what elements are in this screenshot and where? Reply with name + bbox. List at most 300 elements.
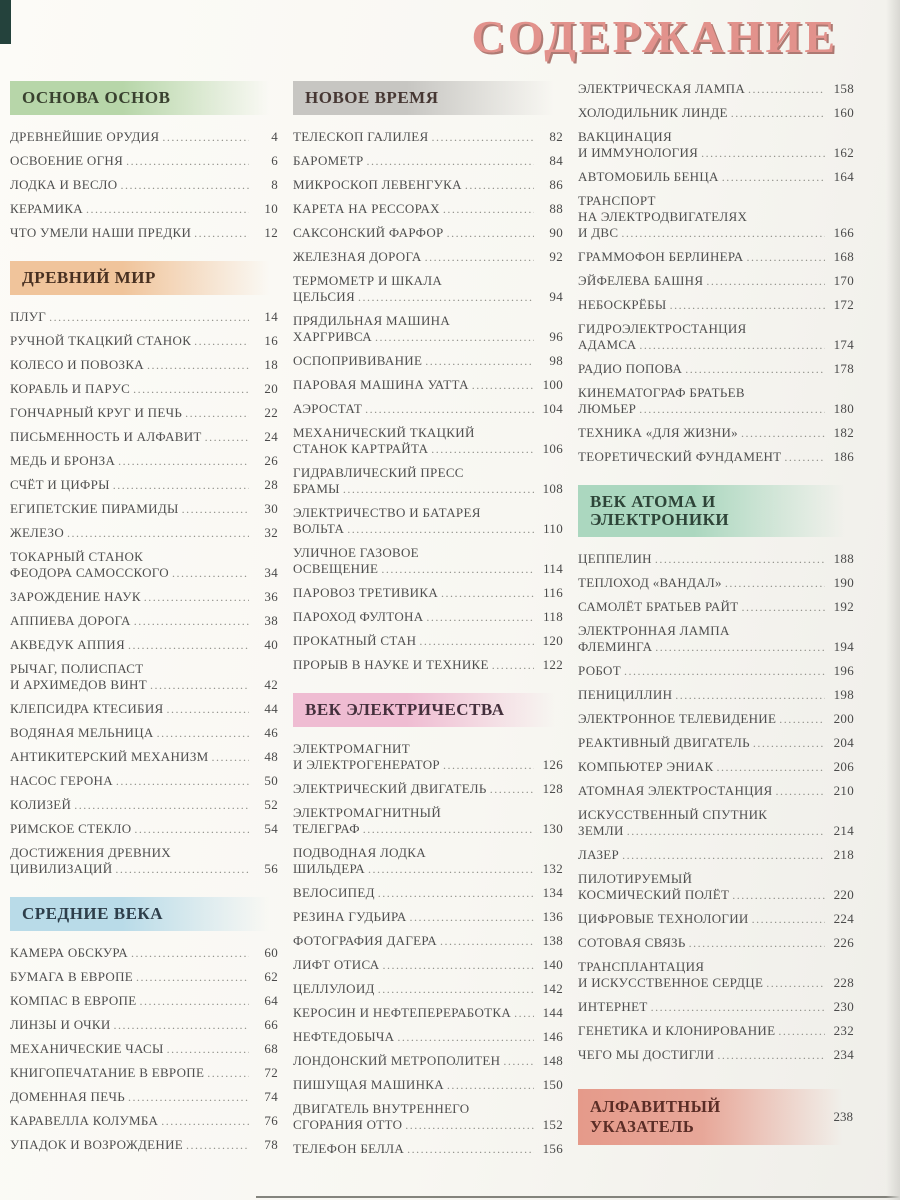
leader-dots xyxy=(363,821,534,837)
toc-entry xyxy=(10,749,278,765)
toc-entry xyxy=(10,177,278,193)
entry-title: ЛАЗЕР xyxy=(578,847,620,862)
page-number: 234 xyxy=(833,1047,854,1062)
entry-last-line xyxy=(578,81,854,97)
leader-dots xyxy=(186,1137,249,1153)
leader-dots xyxy=(375,329,534,345)
leader-dots xyxy=(472,377,534,393)
entry-last-line xyxy=(10,821,278,837)
entry-title: УПАДОК И ВОЗРОЖДЕНИЕ xyxy=(10,1137,183,1152)
entry-last-line xyxy=(578,663,854,679)
entry-title-line: ДОСТИЖЕНИЯ ДРЕВНИХ xyxy=(10,845,171,860)
toc-entry xyxy=(578,297,854,313)
toc-entry xyxy=(10,309,278,325)
entry-title: ЖЕЛЕЗНАЯ ДОРОГА xyxy=(293,249,422,264)
page-number: 64 xyxy=(264,993,278,1008)
entry-title: ЭЙФЕЛЕВА БАШНЯ xyxy=(578,273,704,288)
entry-title: ВОЛЬТА xyxy=(293,521,345,536)
leader-dots xyxy=(639,401,825,417)
toc-entry xyxy=(578,449,854,465)
toc-entry xyxy=(578,425,854,441)
entry-title: ВЕЛОСИПЕД xyxy=(293,885,375,900)
page-number: 162 xyxy=(833,145,854,160)
leader-dots xyxy=(725,575,825,591)
leader-dots xyxy=(67,525,249,541)
entry-last-line xyxy=(578,1047,854,1063)
page-number: 38 xyxy=(264,613,278,628)
entry-last-line xyxy=(293,585,563,601)
entry-title-line: УЛИЧНОЕ ГАЗОВОЕ xyxy=(293,545,419,560)
toc-entry xyxy=(10,453,278,469)
entry-last-line xyxy=(578,783,854,799)
leader-dots xyxy=(447,1077,534,1093)
entry-last-line xyxy=(578,599,854,615)
entry-last-line xyxy=(578,911,854,927)
entry-title: АТОМНАЯ ЭЛЕКТРОСТАНЦИЯ xyxy=(578,783,773,798)
entry-last-line xyxy=(293,1029,563,1045)
entry-last-line xyxy=(578,425,854,441)
entry-title: КАРАВЕЛЛА КОЛУМБА xyxy=(10,1113,159,1128)
leader-dots xyxy=(381,561,534,577)
entry-last-line xyxy=(10,201,278,217)
entry-title: ОСВЕЩЕНИЕ xyxy=(293,561,379,576)
entry-title: БРАМЫ xyxy=(293,481,340,496)
entry-last-line xyxy=(10,725,278,741)
entry-title: ЛЮМЬЕР xyxy=(578,401,637,416)
entry-title-line: ИСКУССТВЕННЫЙ СПУТНИК xyxy=(578,807,768,822)
page-number: 90 xyxy=(549,225,563,240)
entry-title: БУМАГА В ЕВРОПЕ xyxy=(10,969,134,984)
toc-entry xyxy=(293,201,563,217)
page-number: 206 xyxy=(833,759,854,774)
entry-title-line: ГИДРОЭЛЕКТРОСТАНЦИЯ xyxy=(578,321,747,336)
leader-dots xyxy=(701,145,825,161)
entry-title: АППИЕВА ДОРОГА xyxy=(10,613,131,628)
page-number: 84 xyxy=(549,153,563,168)
toc-entry xyxy=(578,575,854,591)
leader-dots xyxy=(425,249,534,265)
leader-dots xyxy=(731,105,825,121)
page-number: 30 xyxy=(264,501,278,516)
page-number: 148 xyxy=(542,1053,563,1068)
leader-dots xyxy=(136,969,249,985)
leader-dots xyxy=(343,481,534,497)
page-number: 174 xyxy=(833,337,854,352)
page-number: 110 xyxy=(543,521,563,536)
entry-title: ЦЕЛЛУЛОИД xyxy=(293,981,375,996)
entry-last-line xyxy=(293,129,563,145)
entry-title: КАРЕТА НА РЕССОРАХ xyxy=(293,201,440,216)
entry-last-line xyxy=(293,177,563,193)
entry-last-line xyxy=(10,177,278,193)
entry-title: АНТИКИТЕРСКИЙ МЕХАНИЗМ xyxy=(10,749,209,764)
toc-entry xyxy=(293,225,563,241)
toc-entry xyxy=(578,169,854,185)
page-number: 134 xyxy=(542,885,563,900)
page-number: 164 xyxy=(833,169,854,184)
entry-title: КОЛИЗЕЙ xyxy=(10,797,72,812)
page-number: 130 xyxy=(542,821,563,836)
page-number: 96 xyxy=(549,329,563,344)
page-number: 14 xyxy=(264,309,278,324)
entry-last-line xyxy=(293,861,563,877)
leader-dots xyxy=(128,637,249,653)
page-number: 66 xyxy=(264,1017,278,1032)
page-number: 26 xyxy=(264,453,278,468)
page-number: 100 xyxy=(542,377,563,392)
entry-last-line xyxy=(578,847,854,863)
leader-dots xyxy=(722,169,825,185)
entry-last-line xyxy=(578,225,854,241)
leader-dots xyxy=(150,677,249,693)
toc-entry xyxy=(10,969,278,985)
entry-last-line xyxy=(10,1113,278,1129)
page-number: 60 xyxy=(264,945,278,960)
page-number: 152 xyxy=(542,1117,563,1132)
toc-entry xyxy=(293,249,563,265)
page-number: 116 xyxy=(543,585,563,600)
toc-entry xyxy=(293,885,563,901)
leader-dots xyxy=(367,153,534,169)
entry-title: КЕРОСИН И НЕФТЕПЕРЕРАБОТКА xyxy=(293,1005,512,1020)
section-header: ВЕК АТОМА И ЭЛЕКТРОНИКИ xyxy=(578,485,854,537)
entry-last-line xyxy=(10,525,278,541)
toc-entry xyxy=(578,687,854,703)
leader-dots xyxy=(689,935,825,951)
entry-title: МЕХАНИЧЕСКИЕ ЧАСЫ xyxy=(10,1041,164,1056)
page-number: 108 xyxy=(542,481,563,496)
toc-entry xyxy=(10,1113,278,1129)
entry-last-line xyxy=(578,887,854,903)
entry-title-line: ТРАНСПОРТ xyxy=(578,193,656,208)
toc-entry xyxy=(578,1047,854,1063)
leader-dots xyxy=(732,887,825,903)
toc-entry xyxy=(293,633,563,649)
entry-title-line: ЭЛЕКТРОМАГНИТ xyxy=(293,741,410,756)
page-number: 196 xyxy=(833,663,854,678)
entry-title: СОТОВАЯ СВЯЗЬ xyxy=(578,935,686,950)
toc-column-3 xyxy=(578,81,854,1165)
leader-dots xyxy=(166,701,249,717)
toc-entry xyxy=(10,549,278,581)
entry-last-line xyxy=(10,501,278,517)
page-number: 50 xyxy=(264,773,278,788)
leader-dots xyxy=(621,225,825,241)
entry-title: ЧЕГО МЫ ДОСТИГЛИ xyxy=(578,1047,715,1062)
page-number: 182 xyxy=(833,425,854,440)
entry-last-line xyxy=(10,613,278,629)
toc-entry xyxy=(293,1053,563,1069)
leader-dots xyxy=(447,225,534,241)
entry-title: КОРАБЛЬ И ПАРУС xyxy=(10,381,131,396)
entry-title: ЕГИПЕТСКИЕ ПИРАМИДЫ xyxy=(10,501,179,516)
page-number: 52 xyxy=(264,797,278,812)
toc-entry xyxy=(293,465,563,497)
leader-dots xyxy=(675,687,825,703)
leader-dots xyxy=(503,1053,534,1069)
leader-dots xyxy=(627,823,825,839)
entry-last-line xyxy=(10,225,278,241)
page-number: 62 xyxy=(264,969,278,984)
entry-title: И ИММУНОЛОГИЯ xyxy=(578,145,699,160)
leader-dots xyxy=(419,633,534,649)
leader-dots xyxy=(205,429,249,445)
toc-entry xyxy=(10,773,278,789)
page-number: 8 xyxy=(271,177,278,192)
toc-entry xyxy=(293,957,563,973)
entry-title: ЖЕЛЕЗО xyxy=(10,525,65,540)
entry-title: НАСОС ГЕРОНА xyxy=(10,773,113,788)
leader-dots xyxy=(118,453,249,469)
leader-dots xyxy=(431,129,534,145)
toc-entry xyxy=(578,599,854,615)
leader-dots xyxy=(624,663,825,679)
toc-entry xyxy=(293,1029,563,1045)
entry-title-line: ТРАНСПЛАНТАЦИЯ xyxy=(578,959,705,974)
scan-artifact-line xyxy=(256,1196,900,1198)
toc-entry xyxy=(293,177,563,193)
entry-title: ДРЕВНЕЙШИЕ ОРУДИЯ xyxy=(10,129,160,144)
entry-title: ФЛЕМИНГА xyxy=(578,639,653,654)
entry-last-line xyxy=(10,773,278,789)
leader-dots xyxy=(778,1023,825,1039)
page-number: 76 xyxy=(264,1113,278,1128)
toc-entry xyxy=(10,637,278,653)
toc-column-2 xyxy=(293,81,563,1165)
entry-last-line xyxy=(293,657,563,673)
entry-title: ПЕНИЦИЛЛИН xyxy=(578,687,673,702)
page-number: 168 xyxy=(833,249,854,264)
leader-dots xyxy=(157,725,249,741)
toc-entry xyxy=(578,911,854,927)
entry-last-line xyxy=(578,759,854,775)
entry-title: КАМЕРА ОБСКУРА xyxy=(10,945,128,960)
toc-section xyxy=(10,897,278,1153)
toc-entry xyxy=(293,153,563,169)
entry-last-line xyxy=(578,935,854,951)
page-number: 68 xyxy=(264,1041,278,1056)
entry-title: И АРХИМЕДОВ ВИНТ xyxy=(10,677,147,692)
leader-dots xyxy=(742,599,826,615)
index-label-line: АЛФАВИТНЫЙ xyxy=(590,1097,721,1116)
toc-entry xyxy=(10,725,278,741)
entry-last-line xyxy=(293,757,563,773)
entry-title: ТЕХНИКА «ДЛЯ ЖИЗНИ» xyxy=(578,425,738,440)
entry-title: САКСОНСКИЙ ФАРФОР xyxy=(293,225,444,240)
toc-entry xyxy=(10,429,278,445)
leader-dots xyxy=(147,357,249,373)
entry-last-line xyxy=(293,633,563,649)
toc-entry xyxy=(293,981,563,997)
page-number: 186 xyxy=(833,449,854,464)
entry-title: ЦЕЛЬСИЯ xyxy=(293,289,355,304)
toc-entry xyxy=(578,959,854,991)
page-number: 36 xyxy=(264,589,278,604)
entry-title: КОЛЕСО И ПОВОЗКА xyxy=(10,357,144,372)
toc-entry xyxy=(293,1141,563,1157)
entry-title: ЦЕППЕЛИН xyxy=(578,551,652,566)
entry-last-line xyxy=(10,969,278,985)
toc-entry xyxy=(10,477,278,493)
toc-entry xyxy=(293,425,563,457)
entry-last-line xyxy=(10,1089,278,1105)
entry-last-line xyxy=(10,405,278,421)
entry-title: ТЕЛЕГРАФ xyxy=(293,821,360,836)
page-number: 156 xyxy=(542,1141,563,1156)
entry-title: ХАРГРИВСА xyxy=(293,329,372,344)
entry-last-line xyxy=(578,337,854,353)
toc-entry xyxy=(578,871,854,903)
section-header: НОВОЕ ВРЕМЯ xyxy=(293,81,563,115)
entry-title: ТЕЛЕСКОП ГАЛИЛЕЯ xyxy=(293,129,429,144)
leader-dots xyxy=(465,177,534,193)
entry-title: НЕБОСКРЁБЫ xyxy=(578,297,667,312)
leader-dots xyxy=(492,657,534,673)
toc-entry xyxy=(10,589,278,605)
leader-dots xyxy=(116,773,249,789)
page-number: 24 xyxy=(264,429,278,444)
toc-entry xyxy=(293,353,563,369)
leader-dots xyxy=(407,1141,534,1157)
page-number: 98 xyxy=(549,353,563,368)
entry-last-line xyxy=(293,909,563,925)
page-number: 192 xyxy=(833,599,854,614)
entry-last-line xyxy=(10,357,278,373)
section-header: ВЕК ЭЛЕКТРИЧЕСТВА xyxy=(293,693,563,727)
entry-last-line xyxy=(10,1065,278,1081)
leader-dots xyxy=(639,337,825,353)
entry-title: РАДИО ПОПОВА xyxy=(578,361,683,376)
entry-last-line xyxy=(293,1005,563,1021)
entry-last-line xyxy=(10,381,278,397)
entry-title-line: КИНЕМАТОГРАФ БРАТЬЕВ xyxy=(578,385,745,400)
toc-entry xyxy=(578,735,854,751)
page-number: 94 xyxy=(549,289,563,304)
entry-last-line xyxy=(293,201,563,217)
toc-entry xyxy=(10,1041,278,1057)
entry-title: АДАМСА xyxy=(578,337,637,352)
entry-title: ТЕПЛОХОД «ВАНДАЛ» xyxy=(578,575,722,590)
leader-dots xyxy=(167,1041,249,1057)
leader-dots xyxy=(86,201,249,217)
page-number: 106 xyxy=(542,441,563,456)
leader-dots xyxy=(622,847,825,863)
entry-last-line xyxy=(10,637,278,653)
toc-column-1 xyxy=(10,81,278,1165)
leader-dots xyxy=(378,981,534,997)
entry-last-line xyxy=(293,821,563,837)
toc-entry xyxy=(578,551,854,567)
entry-title: РЕАКТИВНЫЙ ДВИГАТЕЛЬ xyxy=(578,735,750,750)
toc-entry xyxy=(10,501,278,517)
entry-last-line xyxy=(293,353,563,369)
toc-entry xyxy=(578,321,854,353)
leader-dots xyxy=(655,551,825,567)
page-number: 128 xyxy=(542,781,563,796)
toc-entry xyxy=(10,945,278,961)
leader-dots xyxy=(182,501,249,517)
entry-last-line xyxy=(293,153,563,169)
page-number: 48 xyxy=(264,749,278,764)
page-number: 16 xyxy=(264,333,278,348)
entry-last-line xyxy=(578,145,854,161)
toc-entry xyxy=(10,821,278,837)
entry-last-line xyxy=(293,1077,563,1093)
leader-dots xyxy=(185,405,249,421)
page-number: 72 xyxy=(264,1065,278,1080)
toc-entry xyxy=(578,193,854,241)
entry-title: ОСВОЕНИЕ ОГНЯ xyxy=(10,153,124,168)
leader-dots xyxy=(753,735,825,751)
leader-dots xyxy=(655,639,825,655)
leader-dots xyxy=(717,1047,825,1063)
page-number: 140 xyxy=(542,957,563,972)
toc-entry xyxy=(293,933,563,949)
entry-title: КОМПАС В ЕВРОПЕ xyxy=(10,993,137,1008)
toc-entry xyxy=(10,797,278,813)
toc-entry xyxy=(293,585,563,601)
leader-dots xyxy=(746,249,825,265)
entry-title: ПРОКАТНЫЙ СТАН xyxy=(293,633,417,648)
toc-entry xyxy=(293,313,563,345)
entry-title-line: МЕХАНИЧЕСКИЙ ТКАЦКИЙ xyxy=(293,425,475,440)
entry-title-line: ДВИГАТЕЛЬ ВНУТРЕННЕГО xyxy=(293,1101,470,1116)
page-title: СОДЕРЖАНИЕ xyxy=(471,11,838,62)
index-page-number: 238 xyxy=(833,1109,853,1124)
entry-last-line xyxy=(10,477,278,493)
entry-title-line: РЫЧАГ, ПОЛИСПАСТ xyxy=(10,661,144,676)
entry-last-line xyxy=(10,749,278,765)
toc-entry xyxy=(578,847,854,863)
leader-dots xyxy=(443,757,534,773)
toc-section xyxy=(578,485,854,1063)
leader-dots xyxy=(365,401,534,417)
entry-last-line xyxy=(578,999,854,1015)
toc-entry xyxy=(10,701,278,717)
leader-dots xyxy=(347,521,534,537)
entry-title: ВОДЯНАЯ МЕЛЬНИЦА xyxy=(10,725,154,740)
toc-entry xyxy=(293,909,563,925)
entry-title: СГОРАНИЯ ОТТО xyxy=(293,1117,403,1132)
entry-title: РУЧНОЙ ТКАЦКИЙ СТАНОК xyxy=(10,333,192,348)
leader-dots xyxy=(425,353,534,369)
page-number: 190 xyxy=(833,575,854,590)
entry-last-line xyxy=(293,249,563,265)
entry-title: РЕЗИНА ГУДЬИРА xyxy=(293,909,407,924)
entry-last-line xyxy=(578,169,854,185)
leader-dots xyxy=(440,933,534,949)
toc-entry xyxy=(293,845,563,877)
toc-entry xyxy=(10,1065,278,1081)
leader-dots xyxy=(131,945,249,961)
leader-dots xyxy=(766,975,825,991)
entry-title-line: ЭЛЕКТРОМАГНИТНЫЙ xyxy=(293,805,442,820)
entry-last-line xyxy=(578,297,854,313)
leader-dots xyxy=(139,993,249,1009)
leader-dots xyxy=(120,177,249,193)
entry-title: ЭЛЕКТРИЧЕСКАЯ ЛАМПА xyxy=(578,81,746,96)
toc-entry xyxy=(293,1101,563,1133)
page-number: 160 xyxy=(833,105,854,120)
page-number: 4 xyxy=(271,129,278,144)
entry-last-line xyxy=(10,701,278,717)
entry-last-line xyxy=(293,981,563,997)
entry-title-line: ЭЛЕКТРОННАЯ ЛАМПА xyxy=(578,623,730,638)
toc-entry xyxy=(293,1005,563,1021)
page-number: 210 xyxy=(833,783,854,798)
entry-title-line: ВАКЦИНАЦИЯ xyxy=(578,129,672,144)
toc-entry xyxy=(578,273,854,289)
